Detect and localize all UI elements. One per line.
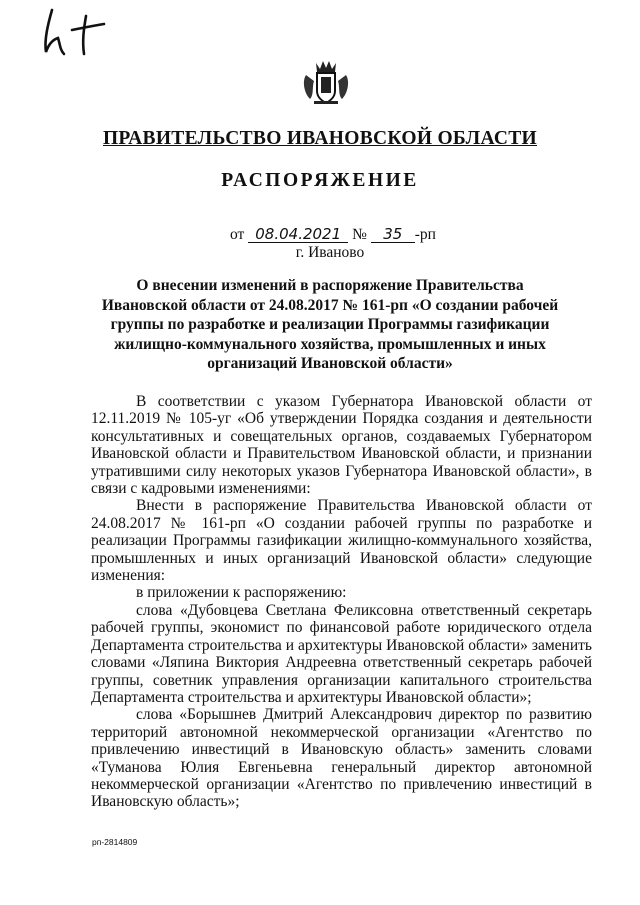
document-code: рп-2814809: [92, 837, 138, 847]
number-prefix: №: [352, 226, 367, 243]
number-suffix: -рп: [414, 226, 436, 243]
body-paragraph-1: В соответствии с указом Губернатора Ивановской области от 12.11.2019 № 105-уг «Об утверждении Порядка создания и деятельности консультативных и совещательных органов, создаваемых Губернатором Ивановской области и Правительством Ивановской области, и признании утратившими силу некоторых указов Губернатора Ивановской области», в связи с кадровыми изменениями:: [91, 393, 592, 498]
handwritten-corner-mark: [38, 4, 118, 64]
coat-of-arms-emblem: [300, 55, 352, 107]
organization-heading: ПРАВИТЕЛЬСТВО ИВАНОВСКОЙ ОБЛАСТИ: [102, 128, 538, 149]
date-prefix: от: [230, 226, 245, 243]
document-number: 35: [371, 227, 415, 243]
document-title: О внесении изменений в распоряжение Правительства Ивановской области от 24.08.2017 № 161-рп «О создании рабочей группы по разработке и реализации Программы газификации жилищно-коммунального хозяйства, промышленных и иных организаций Ивановской области»: [101, 277, 559, 373]
document-date: 08.04.2021: [248, 227, 348, 243]
date-number-line: [230, 226, 436, 244]
body-paragraph-5: слова «Борышнев Дмитрий Александрович директор по развитию территорий автономной некоммерческой организации «Агентство по привлечению инвестиций в Ивановскую область» заменить словами «Туманова Юлия Евгеньевна генеральный директор автономной некоммерческой организации «Агентство по привлечению инвестиций в Ивановскую область»;: [91, 706, 592, 811]
body-paragraph-3: в приложении к распоряжению:: [136, 584, 347, 602]
document-type-heading: РАСПОРЯЖЕНИЕ: [221, 170, 419, 191]
city-line: г. Иваново: [295, 244, 365, 261]
body-paragraph-4: слова «Дубовцева Светлана Феликсовна ответственный секретарь рабочей группы, экономист по финансовой работе юридического отдела Департамента строительства и архитектуры Ивановской области» заменить словами «Ляпина Виктория Андреевна ответственный секретарь рабочей группы, советник управления организации капитального строительства Департамента строительства и архитектуры Ивановской области»;: [91, 601, 592, 706]
document-body: [91, 393, 592, 811]
body-paragraph-2: Внести в распоряжение Правительства Ивановской области от 24.08.2017 № 161-рп «О создании рабочей группы по разработке и реализации Программы газификации жилищно-коммунального хозяйства, промышленных и иных организаций Ивановской области» следующие изменения:: [91, 497, 592, 585]
